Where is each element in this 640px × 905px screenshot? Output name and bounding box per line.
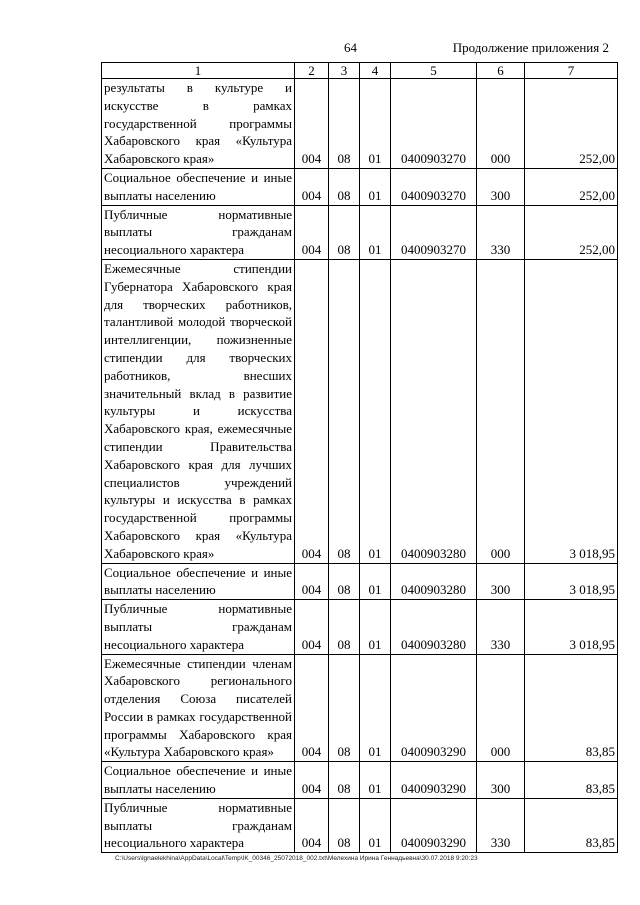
code-cell: 300 <box>477 762 525 799</box>
code-cell: 01 <box>360 168 391 205</box>
code-cell: 08 <box>329 205 360 259</box>
amount-cell: 3 018,95 <box>525 600 618 654</box>
code-cell: 000 <box>477 259 525 563</box>
table-row <box>102 79 618 169</box>
amount-cell: 252,00 <box>525 79 618 169</box>
code-cell: 004 <box>295 654 329 762</box>
code-cell: 330 <box>477 205 525 259</box>
row-name-cell: Публичные нормативные выплаты гражданам несоциального характера <box>102 798 295 852</box>
code-cell: 0400903280 <box>391 600 477 654</box>
code-cell: 000 <box>477 79 525 169</box>
code-cell: 01 <box>360 600 391 654</box>
column-header: 7 <box>525 63 618 79</box>
amount-cell: 252,00 <box>525 205 618 259</box>
page-number: 64 <box>344 40 357 55</box>
code-cell: 330 <box>477 600 525 654</box>
code-cell: 01 <box>360 259 391 563</box>
code-cell: 08 <box>329 79 360 169</box>
column-header: 5 <box>391 63 477 79</box>
code-cell: 08 <box>329 563 360 600</box>
code-cell: 01 <box>360 798 391 852</box>
code-cell: 01 <box>360 654 391 762</box>
amount-cell: 3 018,95 <box>525 259 618 563</box>
code-cell: 08 <box>329 168 360 205</box>
code-cell: 004 <box>295 762 329 799</box>
table-header-row <box>102 63 618 79</box>
code-cell: 01 <box>360 79 391 169</box>
row-name-cell: Ежемесячные стипендии членам Хабаровского регионального отделения Союза писателей России в рамках государственной программы Хабаровского края «Культура Хабаровского края» <box>102 654 295 762</box>
table-row <box>102 798 618 852</box>
row-name-cell: Социальное обеспечение и иные выплаты населению <box>102 762 295 799</box>
code-cell: 004 <box>295 798 329 852</box>
code-cell: 300 <box>477 168 525 205</box>
code-cell: 004 <box>295 79 329 169</box>
code-cell: 0400903270 <box>391 168 477 205</box>
table-row <box>102 600 618 654</box>
row-name-cell: результаты в культуре и искусстве в рамках государственной программы Хабаровского края «Культура Хабаровского края» <box>102 79 295 169</box>
table-row <box>102 762 618 799</box>
code-cell: 004 <box>295 563 329 600</box>
amount-cell: 83,85 <box>525 762 618 799</box>
code-cell: 004 <box>295 600 329 654</box>
code-cell: 004 <box>295 259 329 563</box>
continuation-label: Продолжение приложения 2 <box>452 40 609 55</box>
column-header: 3 <box>329 63 360 79</box>
column-header: 2 <box>295 63 329 79</box>
column-header: 4 <box>360 63 391 79</box>
code-cell: 0400903270 <box>391 205 477 259</box>
code-cell: 004 <box>295 168 329 205</box>
row-name-cell: Социальное обеспечение и иные выплаты населению <box>102 168 295 205</box>
table-row <box>102 168 618 205</box>
amount-cell: 83,85 <box>525 798 618 852</box>
column-header: 6 <box>477 63 525 79</box>
amount-cell: 252,00 <box>525 168 618 205</box>
file-path-footer: C:\Users\lgnaelekhina\AppData\Local\Temp\IK_00346_25072018_002.txt\Мелехина Ирина Геннадьевна\30.07.2018 9:20:23 <box>115 855 478 862</box>
column-header: 1 <box>102 63 295 79</box>
code-cell: 0400903290 <box>391 654 477 762</box>
code-cell: 0400903290 <box>391 762 477 799</box>
code-cell: 0400903280 <box>391 563 477 600</box>
row-name-cell: Публичные нормативные выплаты гражданам несоциального характера <box>102 600 295 654</box>
code-cell: 0400903290 <box>391 798 477 852</box>
code-cell: 300 <box>477 563 525 600</box>
amount-cell: 83,85 <box>525 654 618 762</box>
code-cell: 01 <box>360 563 391 600</box>
table-row <box>102 654 618 762</box>
amount-cell: 3 018,95 <box>525 563 618 600</box>
code-cell: 08 <box>329 259 360 563</box>
budget-table <box>101 62 618 853</box>
code-cell: 08 <box>329 654 360 762</box>
row-name-cell: Публичные нормативные выплаты гражданам несоциального характера <box>102 205 295 259</box>
code-cell: 08 <box>329 600 360 654</box>
table-row <box>102 563 618 600</box>
code-cell: 0400903280 <box>391 259 477 563</box>
table-row <box>102 259 618 563</box>
code-cell: 08 <box>329 762 360 799</box>
code-cell: 08 <box>329 798 360 852</box>
code-cell: 000 <box>477 654 525 762</box>
code-cell: 01 <box>360 762 391 799</box>
row-name-cell: Ежемесячные стипендии Губернатора Хабаровского края для творческих работников, талантливой молодой творческой интеллигенции, пожизненные стипендии для творческих работников, внесших значительный вклад в развитие культуры и искусства Хабаровского края, ежемесячные стипендии Правительства Хабаровского края для лучших специалистов учреждений культуры и искусства в рамках государственной программы Хабаровского края «Культура Хабаровского края» <box>102 259 295 563</box>
row-name-cell: Социальное обеспечение и иные выплаты населению <box>102 563 295 600</box>
code-cell: 004 <box>295 205 329 259</box>
code-cell: 0400903270 <box>391 79 477 169</box>
code-cell: 330 <box>477 798 525 852</box>
table-row <box>102 205 618 259</box>
code-cell: 01 <box>360 205 391 259</box>
